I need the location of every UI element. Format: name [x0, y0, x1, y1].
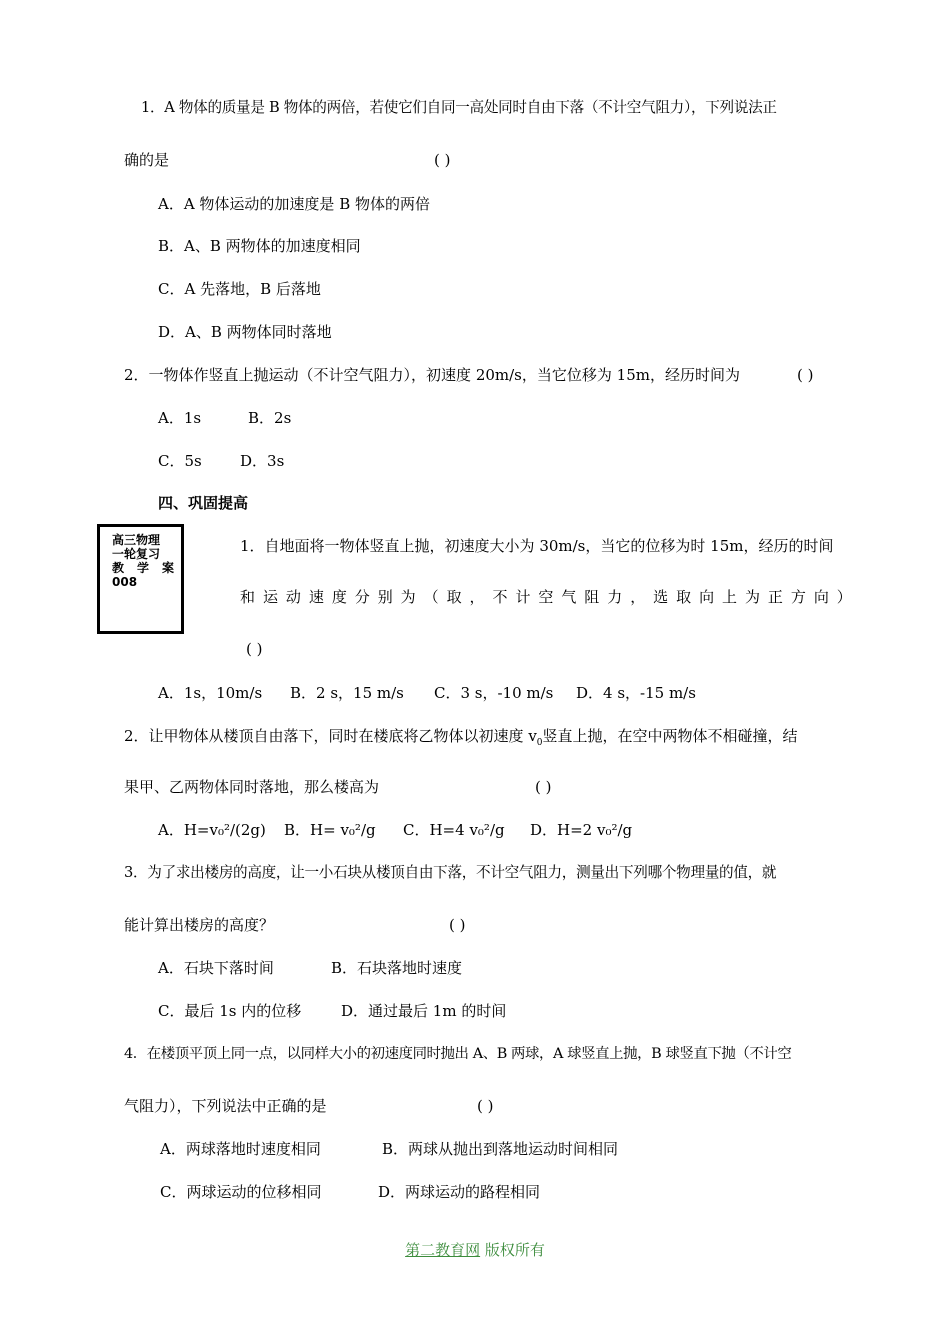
char: 动 [285, 588, 301, 606]
char: 方 [790, 588, 806, 606]
box-line-3-char: 教 [112, 561, 125, 575]
q4-1-option-d: D．4 s，-15 m/s [576, 684, 696, 702]
q4-1-answer-paren: ( ) [246, 640, 263, 658]
box-line-3 [112, 561, 174, 575]
q3-1-option-d: D．A、B 两物体同时落地 [158, 323, 332, 341]
char: 速 [308, 588, 324, 606]
char: （ [423, 588, 439, 606]
q3-2-answer-paren: ( ) [797, 366, 814, 384]
char: 运 [262, 588, 278, 606]
char: 分 [354, 588, 370, 606]
q3-2-option-b: B．2s [248, 409, 292, 427]
char: 空 [538, 588, 554, 606]
q3-2-option-d: D．3s [240, 452, 285, 470]
q4-2-option-a: A．H=v₀²/(2g) [158, 821, 266, 839]
char: 别 [377, 588, 393, 606]
char: 向 [699, 588, 715, 606]
q4-1-option-c: C．3 s，-10 m/s [434, 684, 554, 702]
char: 和 [240, 588, 256, 606]
q4-4-option-a: A．两球落地时速度相同 [160, 1140, 321, 1158]
char: 力 [607, 588, 623, 606]
char: 气 [561, 588, 577, 606]
q4-1-option-b: B．2 s，15 m/s [290, 684, 404, 702]
char: 为 [744, 588, 760, 606]
q3-1-option-c: C．A 先落地，B 后落地 [158, 280, 321, 298]
char: 正 [767, 588, 783, 606]
footer-copyright: 版权所有 [480, 1241, 545, 1259]
q4-4-stem-line2: 气阻力），下列说法中正确的是 [124, 1097, 327, 1115]
footer [0, 1240, 950, 1260]
q3-1-answer-paren: ( ) [434, 151, 451, 169]
box-line-1: 高三物理 [112, 533, 161, 547]
q4-2-answer-paren: ( ) [535, 778, 552, 796]
char: 计 [515, 588, 531, 606]
q4-4-option-d: D．两球运动的路程相同 [378, 1183, 541, 1201]
footer-site-link[interactable]: 第二教育网 [405, 1241, 481, 1259]
q3-2-option-c: C．5s [158, 452, 202, 470]
q4-3-option-d: D．通过最后 1m 的时间 [341, 1002, 507, 1020]
q4-4-answer-paren: ( ) [477, 1097, 494, 1115]
q3-1-option-a: A．A 物体运动的加速度是 B 物体的两倍 [158, 195, 430, 213]
box-line-2: 一轮复习 [112, 547, 161, 561]
char: 为 [400, 588, 416, 606]
box-line-4: 008 [112, 575, 138, 589]
q4-2-option-c: C．H=4 v₀²/g [403, 821, 505, 839]
char: 不 [492, 588, 508, 606]
char: 取 [446, 588, 462, 606]
q4-4-option-b: B．两球从抛出到落地运动时间相同 [382, 1140, 619, 1158]
char: 阻 [584, 588, 600, 606]
q4-3-option-c: C．最后 1s 内的位移 [158, 1002, 302, 1020]
q4-1-stem-line1: 1．自地面将一物体竖直上抛，初速度大小为 30m/s，当它的位移为时 15m，经历的时间 [240, 537, 834, 555]
q3-1-option-b: B．A、B 两物体的加速度相同 [158, 237, 361, 255]
lesson-plan-box [97, 524, 184, 634]
q3-2-option-a: A．1s [158, 409, 202, 427]
char: 向 [813, 588, 829, 606]
char: 度 [331, 588, 347, 606]
q4-2-stem-part-b: 竖直上抛，在空中两物体不相碰撞，结 [542, 727, 798, 745]
q4-2-option-b: B．H= v₀²/g [284, 821, 376, 839]
q4-2-stem-line2: 果甲、乙两物体同时落地，那么楼高为 [124, 778, 380, 796]
q4-3-stem-line1: 3．为了求出楼房的高度，让一小石块从楼顶自由下落，不计空气阻力，测量出下列哪个物理量的值，就 [124, 864, 777, 881]
q4-3-stem-line2: 能计算出楼房的高度？ [124, 916, 275, 934]
char: ， [630, 588, 646, 606]
q4-3-option-a: A．石块下落时间 [158, 959, 274, 977]
box-line-3-char: 学 [136, 561, 149, 575]
char: ） [836, 588, 852, 606]
q4-3-answer-paren: ( ) [449, 916, 466, 934]
q4-3-option-b: B．石块落地时速度 [331, 959, 463, 977]
q3-1-stem-line2: 确的是 [124, 151, 170, 169]
char: ， [469, 588, 485, 606]
q4-2-stem-line1 [124, 726, 798, 753]
char: 选 [653, 588, 669, 606]
char: 上 [722, 588, 738, 606]
q3-2-stem: 2．一物体作竖直上抛运动（不计空气阻力），初速度 20m/s，当它位移为 15m，经历时间为 [124, 366, 740, 384]
char: 取 [676, 588, 692, 606]
q4-1-option-a: A．1s，10m/s [158, 684, 263, 702]
q3-1-stem-line1: 1．A 物体的质量是 B 物体的两倍，若使它们自同一高处同时自由下落（不计空气阻力），下列说法正 [141, 99, 777, 116]
q4-1-stem-line2 [240, 587, 852, 607]
q4-4-stem-line1: 4．在楼顶平顶上同一点，以同样大小的初速度同时抛出 A、B 两球，A 球竖直上抛，B 球竖直下抛（不计空 [124, 1046, 792, 1062]
q4-2-stem-subscript: 0 [536, 738, 543, 748]
q4-2-option-d: D．H=2 v₀²/g [530, 821, 633, 839]
q4-2-stem-part-a: 2．让甲物体从楼顶自由落下，同时在楼底将乙物体以初速度 v [124, 727, 537, 745]
q4-4-option-c: C．两球运动的位移相同 [160, 1183, 322, 1201]
section-title: 四、巩固提高 [158, 494, 249, 512]
box-line-3-char: 案 [161, 561, 174, 575]
